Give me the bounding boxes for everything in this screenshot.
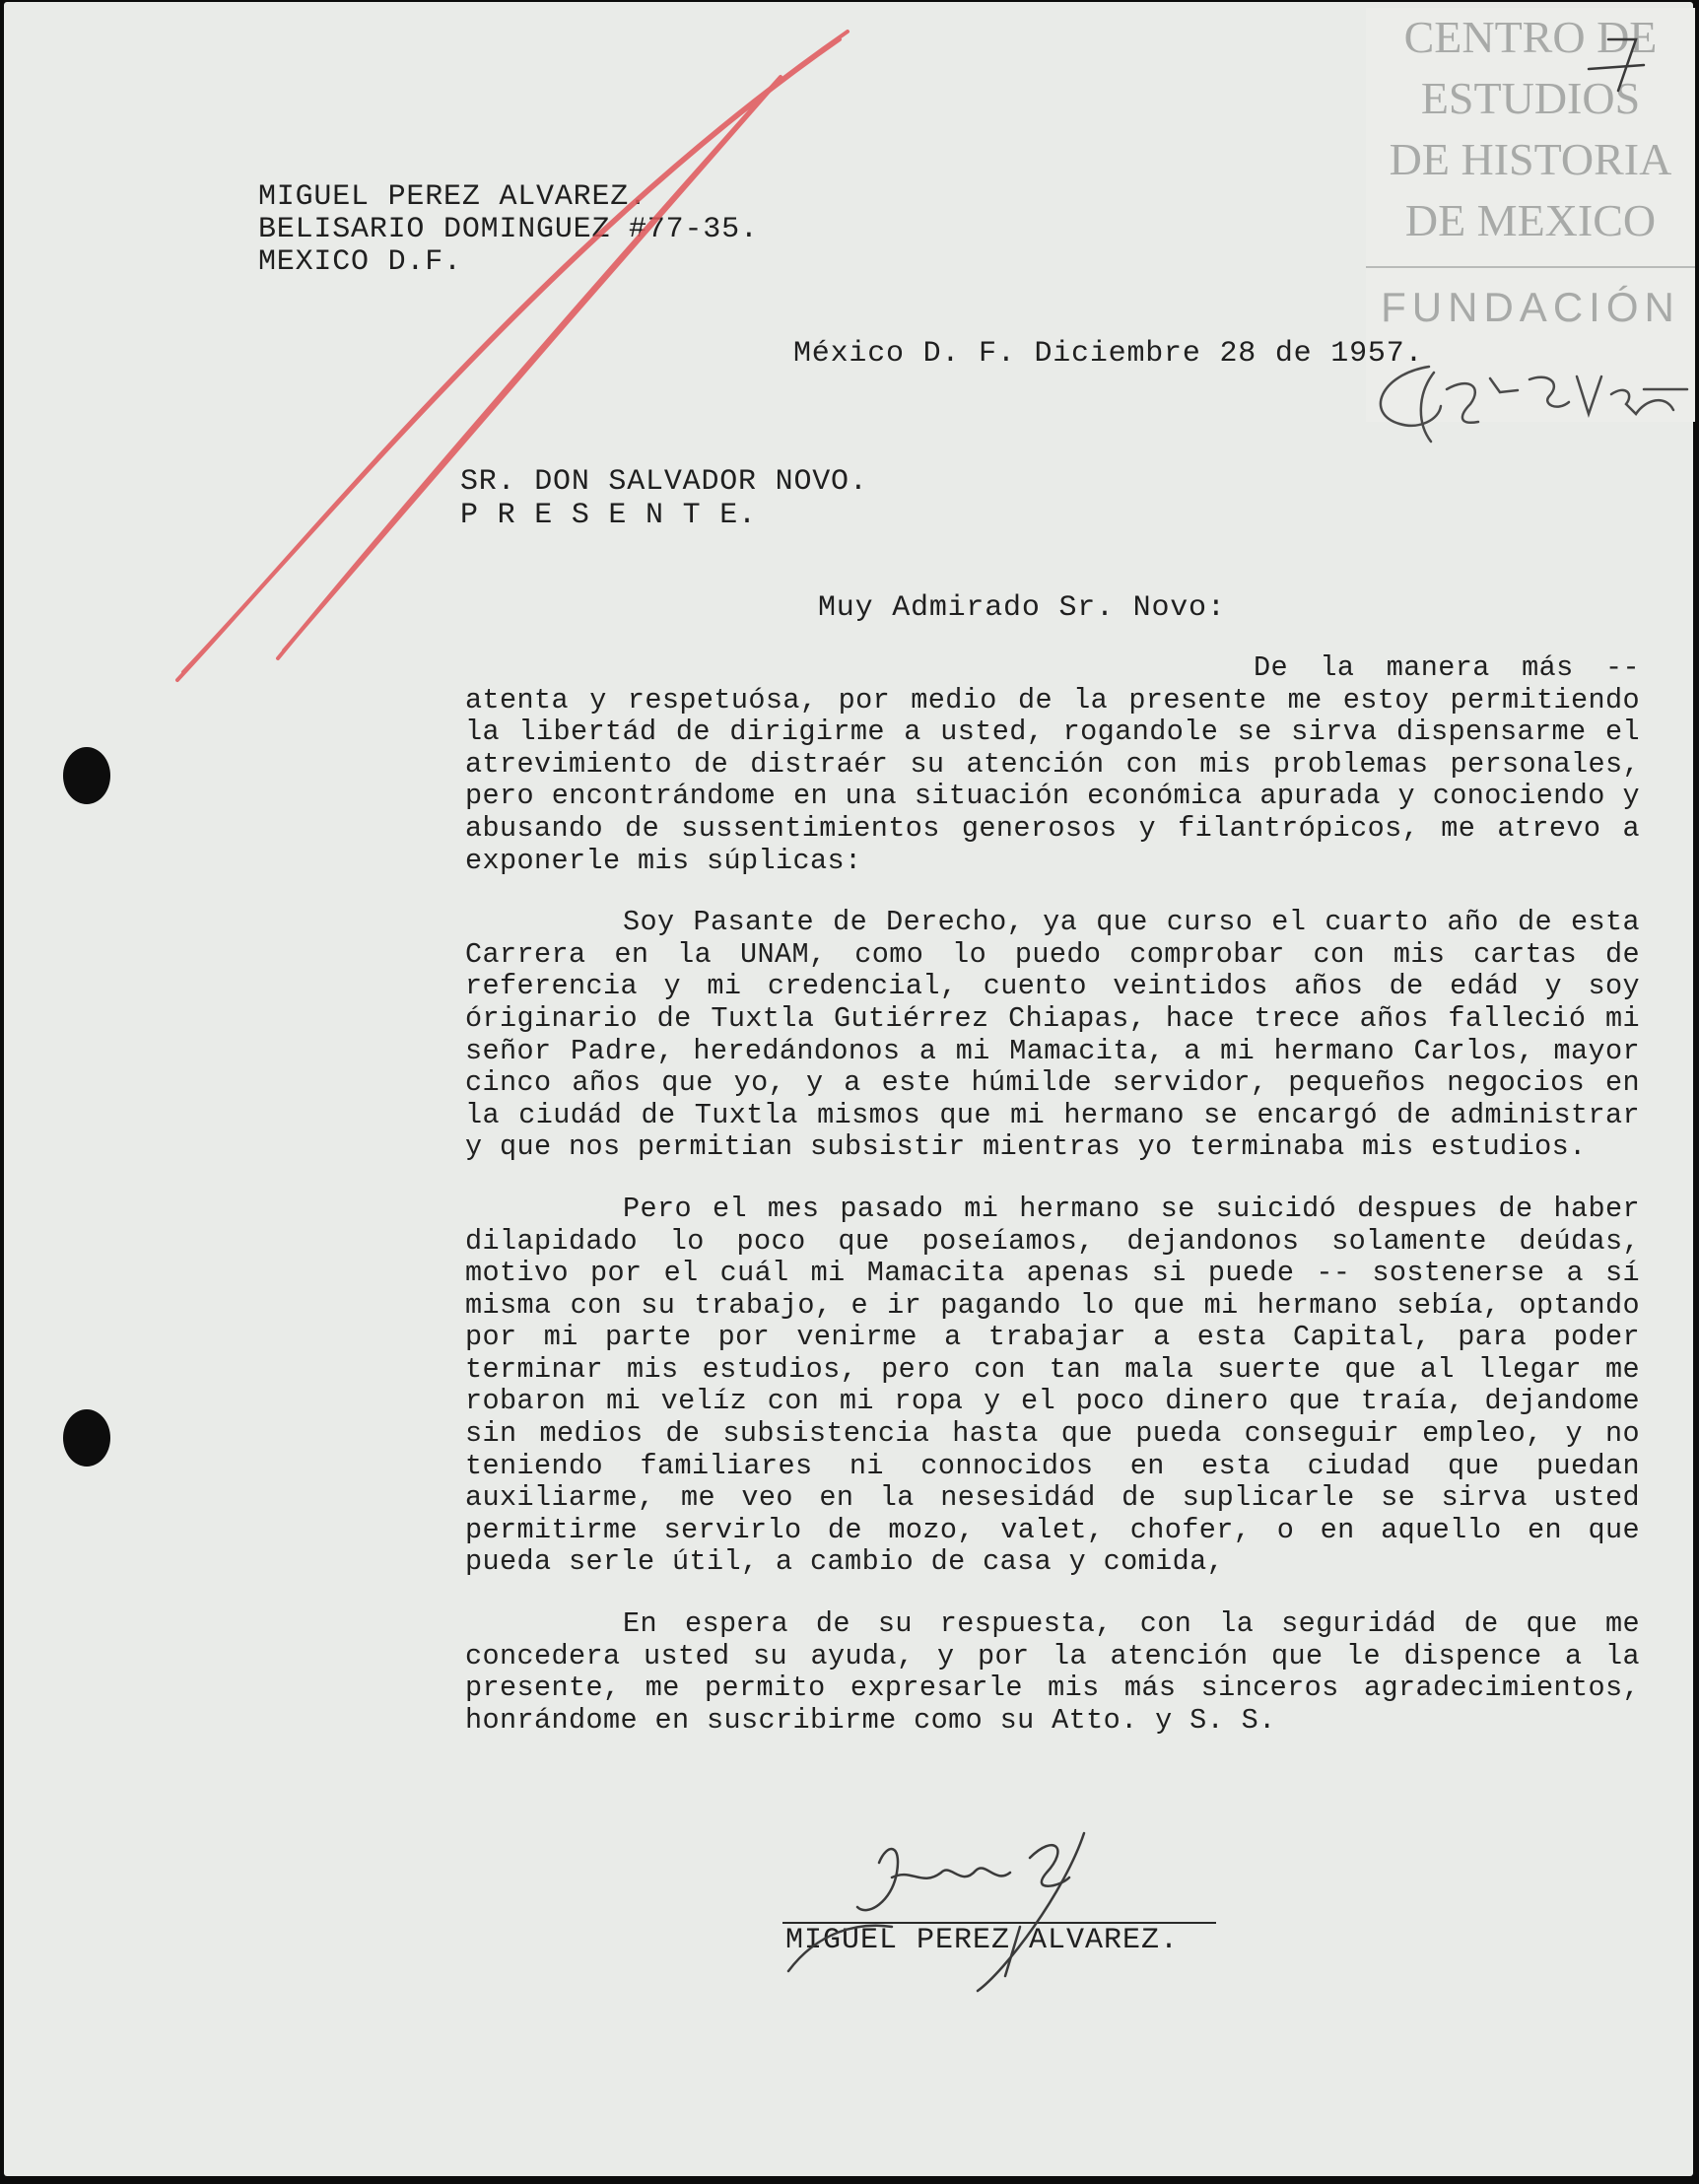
stamp-foundation: FUNDACIÓN <box>1381 284 1680 330</box>
recipient-name: SR. DON SALVADOR NOVO. <box>460 465 868 499</box>
paragraph-2: Soy Pasante de Derecho, ya que curso el cuarto año de esta Carrera en la UNAM, como lo puedo comprobar con mis cartas de referencia y mi credencial, cuento veintidos años de edád y soy óriginario de Tuxtla Gutiérrez Chiapas, hace trece años falleció mi señor Padre, heredándonos a mi Mamacita, a mi hermano Carlos, mayor cinco años que yo, y a este húmilde servidor, pequeños negocios en la ciudád de Tuxtla mismos que mi hermano se encargó de administrar y que nos permitian subsistir mientras yo terminaba mis estudios. <box>465 906 1640 1164</box>
handwritten-signature <box>788 1833 1084 1991</box>
recipient-presente: P R E S E N T E. <box>460 499 757 532</box>
stamp-line-2: ESTUDIOS <box>1420 73 1641 123</box>
signature-name: MIGUEL PEREZ ALVAREZ. <box>785 1924 1180 1957</box>
letter-date: México D. F. Diciembre 28 de 1957. <box>793 337 1424 371</box>
paragraph-1: De la manera más -- atenta y respetuósa, por medio de la presente me estoy permitiendo la libertád de dirigirme a usted, rogandole se sirva dispensarme el atrevimiento de distraér su atención con mis problemas personales, pero encontrándome en una situación económica apurada y conociendo y abusando de sussentimientos generosos y filantrópicos, me atrevo a exponerle mis súplicas: <box>465 651 1640 877</box>
red-pencil-strokes <box>177 32 848 680</box>
stamp-line-3: DE HISTORIA <box>1389 134 1672 184</box>
paragraph-3: Pero el mes pasado mi hermano se suicidó despues de haber dilapidado lo poco que poseíamos, dejandonos solamente deúdas, motivo por el cuál mi Mamacita apenas si puede -- sostenerse a sí misma con su trabajo, e ir pagando lo que mi hermano sebía, optando por mi parte por venirme a trabajar a esta Capital, para poder terminar mis estudios, pero con tan mala suerte que al llegar me robaron mi velíz con mi ropa y el poco dinero que traía, dejandome sin medios de subsistencia hasta que pueda conseguir empleo, y no teniendo familiares ni connocidos en esta ciudad que puedan auxiliarme, me veo en la nesesidád de suplicarle se sirva usted permitirme servirlo de mozo, valet, chofer, o en aquello en que pueda serle útil, a cambio de casa y comida, <box>465 1192 1640 1579</box>
sender-city: MEXICO D.F. <box>258 245 462 279</box>
stamp-line-4: DE MEXICO <box>1404 195 1657 245</box>
sender-street: BELISARIO DOMINGUEZ #77-35. <box>258 213 759 246</box>
stamp-line-1: CENTRO DE <box>1403 12 1658 62</box>
handwritten-page-number <box>1589 39 1644 91</box>
handwritten-archive-code <box>1381 367 1687 442</box>
sender-name: MIGUEL PEREZ ALVAREZ. <box>258 180 647 214</box>
salutation: Muy Admirado Sr. Novo: <box>818 591 1226 625</box>
paragraph-4: En espera de su respuesta, con la seguridád de que me concedera usted su ayuda, y por la atención que le dispence a la presente, me permito expresarle mis más sinceros agradecimientos, honrándome en suscribirme como su Atto. y S. S. <box>465 1607 1640 1737</box>
